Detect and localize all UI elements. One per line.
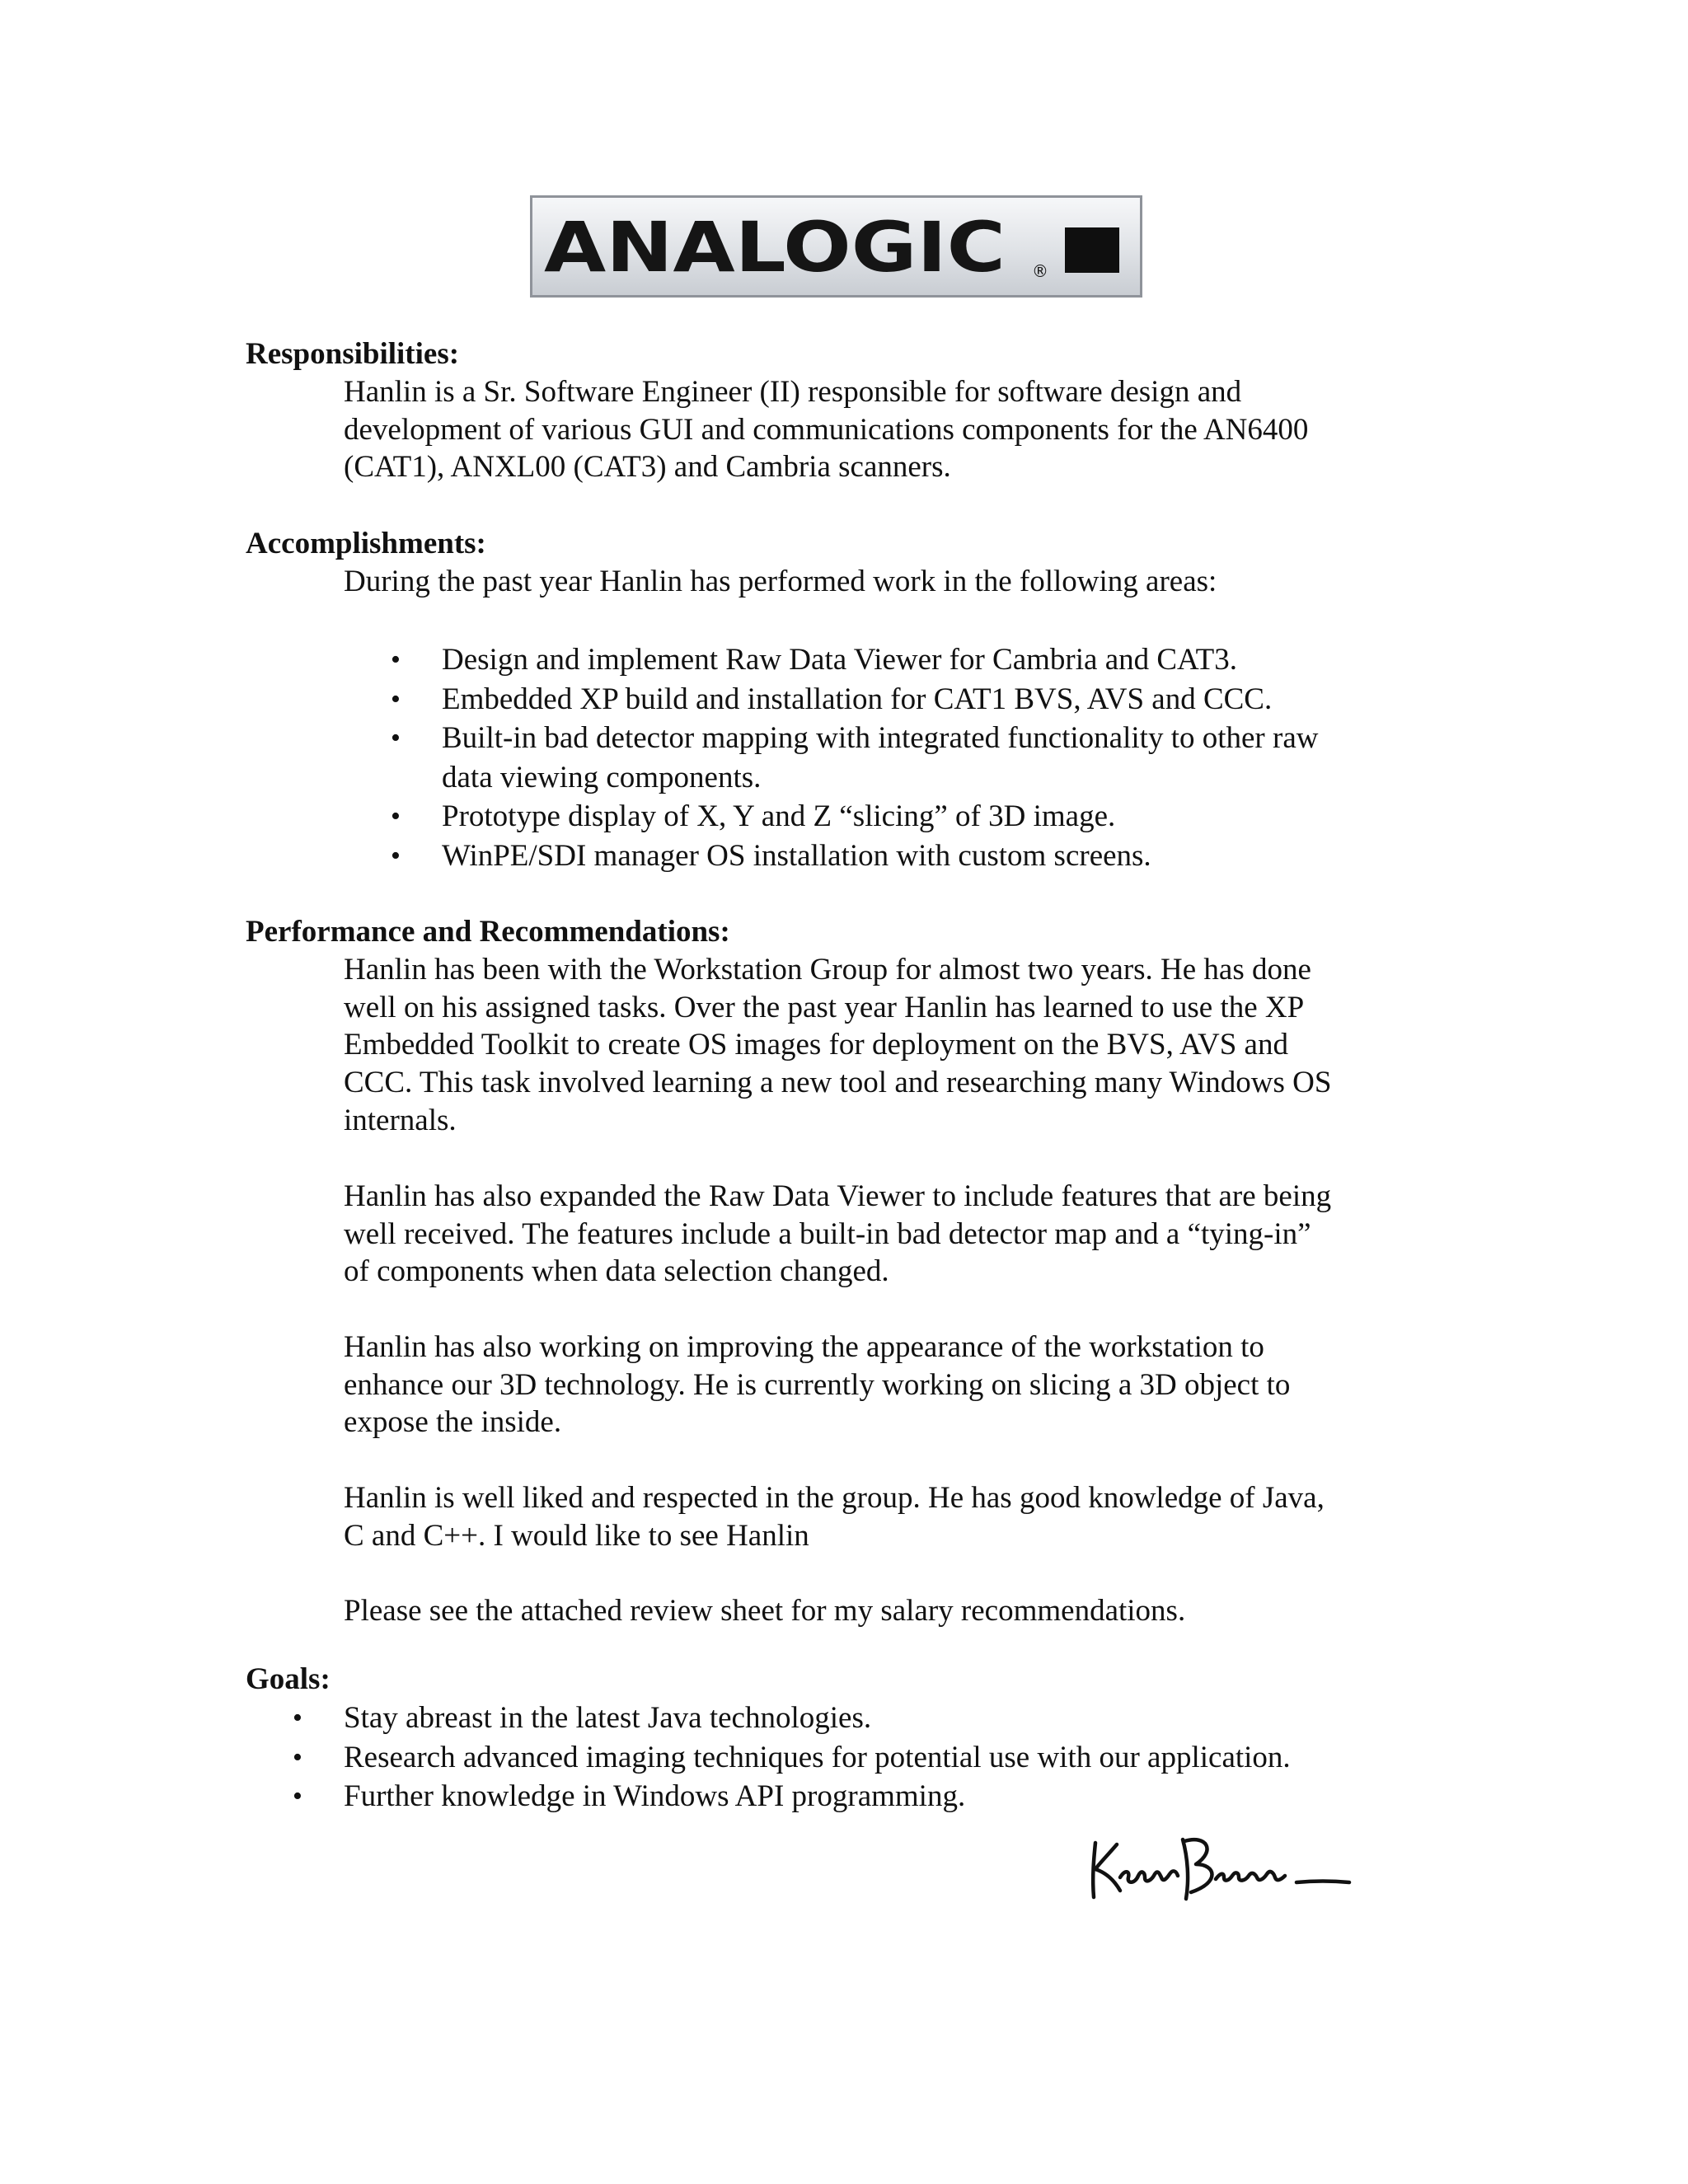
list-item bbox=[391, 680, 1447, 719]
performance-paragraph bbox=[344, 1479, 1325, 1554]
performance-paragraph bbox=[344, 1592, 1185, 1630]
accomplishments-intro: During the past year Hanlin has performed work in the following areas: bbox=[344, 565, 1217, 598]
bullet-icon: • bbox=[391, 683, 401, 715]
bullet-icon: • bbox=[391, 644, 401, 675]
list-item-text: Built-in bad detector mapping with integrated functionality to other raw bbox=[442, 721, 1319, 755]
goals-heading: Goals: bbox=[246, 1662, 331, 1696]
bullet-icon: • bbox=[293, 1741, 302, 1773]
text-line: well received. The features include a built-in bad detector map and a “tying-in” bbox=[344, 1216, 1311, 1251]
text-line: Embedded Toolkit to create OS images for deployment on the BVS, AVS and bbox=[344, 1028, 1288, 1062]
list-item bbox=[293, 1738, 1456, 1778]
list-item-text: Design and implement Raw Data Viewer for Cambria and CAT3. bbox=[442, 643, 1238, 677]
bullet-icon: • bbox=[391, 801, 401, 832]
text-line: expose the inside. bbox=[344, 1405, 562, 1440]
list-item-text: WinPE/SDI manager OS installation with custom screens. bbox=[442, 838, 1151, 873]
text-line: Hanlin has been with the Workstation Group for almost two years. He has done bbox=[344, 953, 1311, 987]
text-line: Hanlin is well liked and respected in the group. He has good knowledge of Java, bbox=[344, 1481, 1325, 1515]
list-item bbox=[391, 837, 1447, 876]
analogic-logo-graphic bbox=[532, 198, 1140, 295]
text-line: enhance our 3D technology. He is currently working on slicing a 3D object to bbox=[344, 1367, 1291, 1402]
text-line: internals. bbox=[344, 1103, 457, 1137]
responsibilities-heading: Responsibilities: bbox=[246, 337, 460, 371]
list-item bbox=[391, 797, 1447, 837]
list-item bbox=[293, 1777, 1456, 1816]
list-item-text: Embedded XP build and installation for CAT1 BVS, AVS and CCC. bbox=[442, 682, 1273, 716]
logo-registered-mark: ® bbox=[1032, 261, 1048, 281]
list-item-text: Further knowledge in Windows API programming. bbox=[344, 1779, 966, 1813]
responsibilities-paragraph bbox=[344, 373, 1308, 486]
logo-block-icon bbox=[1065, 227, 1119, 273]
text-line: Please see the attached review sheet for my salary recommendations. bbox=[344, 1594, 1186, 1628]
list-item-text: data viewing components. bbox=[442, 760, 762, 794]
performance-paragraph bbox=[344, 951, 1331, 1140]
analogic-logo bbox=[530, 195, 1142, 298]
list-item-text: Prototype display of X, Y and Z “slicing” of 3D image. bbox=[442, 799, 1116, 833]
bullet-icon: • bbox=[391, 723, 401, 753]
accomplishments-list bbox=[391, 640, 1447, 875]
text-line: Hanlin has also working on improving the appearance of the workstation to bbox=[344, 1330, 1264, 1364]
text-line: CCC. This task involved learning a new tool and researching many Windows OS bbox=[344, 1066, 1332, 1100]
text-line: Hanlin is a Sr. Software Engineer (II) responsible for software design and bbox=[344, 375, 1242, 409]
text-line: (CAT1), ANXL00 (CAT3) and Cambria scanners. bbox=[344, 450, 951, 485]
list-item bbox=[293, 1699, 1456, 1738]
performance-paragraph bbox=[344, 1329, 1290, 1441]
text-line: well on his assigned tasks. Over the past year Hanlin has learned to use the XP bbox=[344, 990, 1305, 1024]
performance-heading: Performance and Recommendations: bbox=[246, 915, 730, 949]
bullet-icon: • bbox=[293, 1703, 302, 1733]
performance-paragraph bbox=[344, 1178, 1331, 1291]
bullet-icon: • bbox=[293, 1781, 302, 1811]
text-line: of components when data selection changed. bbox=[344, 1254, 889, 1289]
signature-icon bbox=[1084, 1831, 1356, 1905]
goals-list bbox=[293, 1699, 1456, 1816]
text-line: C and C++. I would like to see Hanlin bbox=[344, 1518, 809, 1553]
list-item bbox=[391, 719, 1447, 797]
text-line: Hanlin has also expanded the Raw Data Viewer to include features that are being bbox=[344, 1179, 1332, 1213]
bullet-icon: • bbox=[391, 840, 401, 871]
logo-wordmark: ANALOGIC bbox=[544, 207, 1006, 288]
list-item bbox=[391, 640, 1447, 680]
list-item-text: Research advanced imaging techniques for potential use with our application. bbox=[344, 1740, 1291, 1774]
accomplishments-heading: Accomplishments: bbox=[246, 527, 486, 560]
list-item-text: Stay abreast in the latest Java technologies. bbox=[344, 1701, 872, 1735]
text-line: development of various GUI and communications components for the AN6400 bbox=[344, 412, 1309, 447]
